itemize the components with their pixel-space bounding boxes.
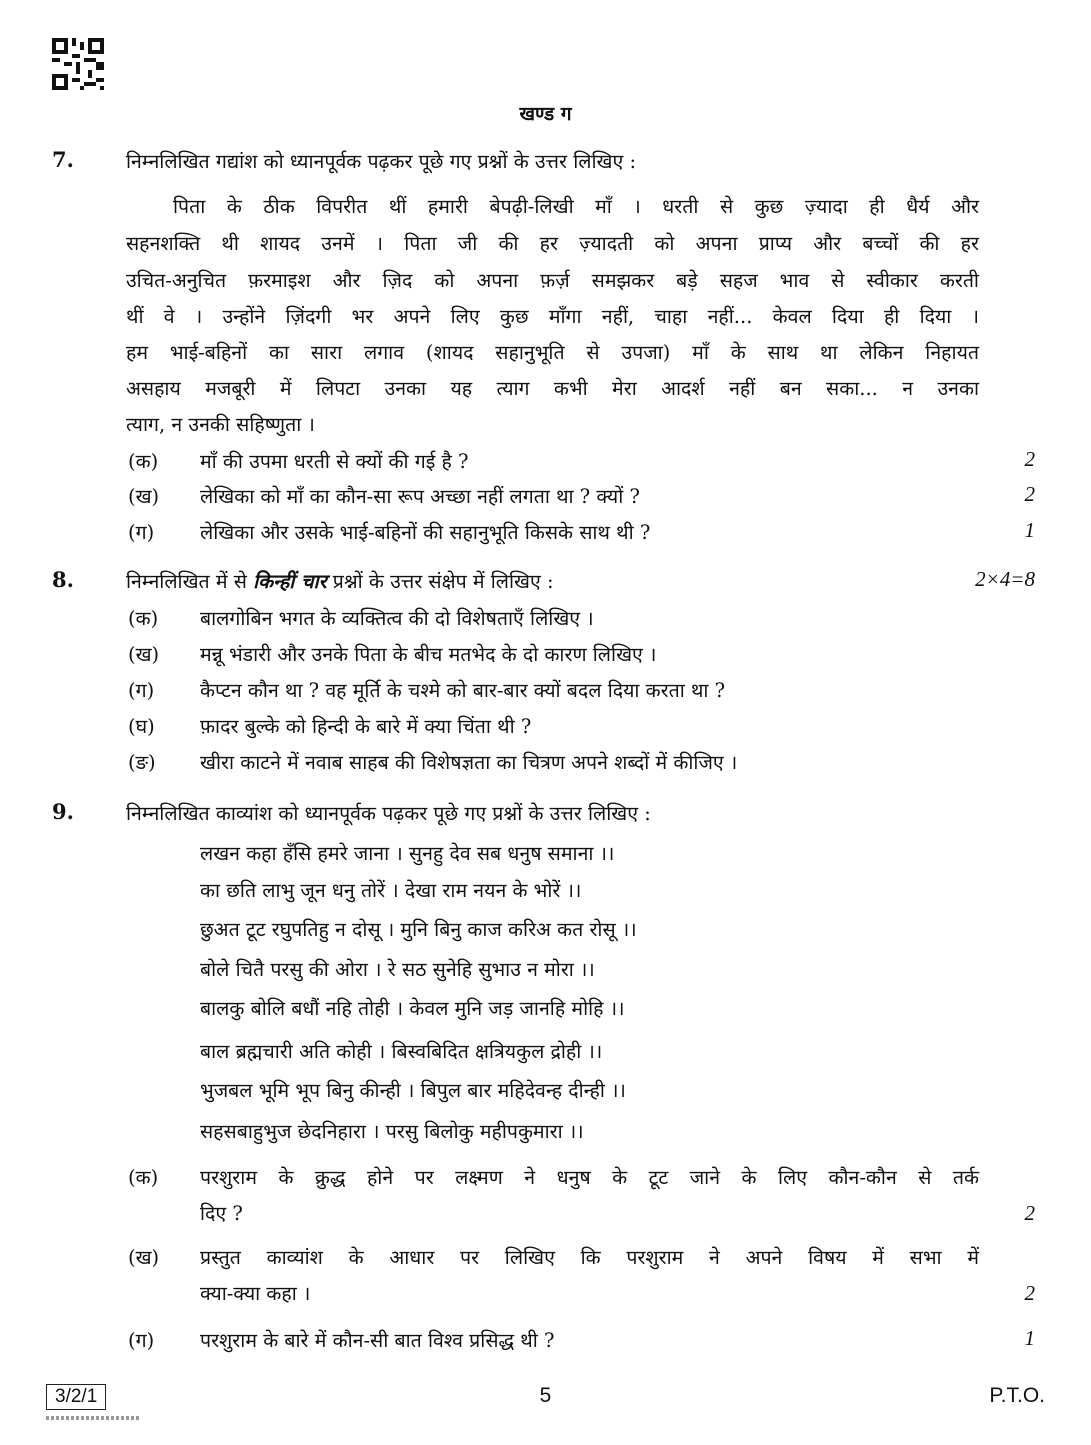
verse-line: बाल ब्रह्मचारी अति कोही । बिस्वबिदित क्षत्रियकुल द्रोही ।। xyxy=(200,1040,603,1063)
sub-question-text: फ़ादर बुल्के को हिन्दी के बारे में क्या चिंता थी ? xyxy=(200,715,532,738)
verse-line: का छति लाभु जून धनु तोरें । देखा राम नयन के भोरें ।। xyxy=(200,879,582,902)
question-7-instruction: निम्नलिखित गद्यांश को ध्यानपूर्वक पढ़कर पूछे गए प्रश्नों के उत्तर लिखिए : xyxy=(126,150,637,173)
paper-code: 3/2/1 xyxy=(46,1384,106,1410)
passage-line: थीं वे । उन्होंने ज़िंदगी भर अपने लिए कुछ माँगा नहीं, चाहा नहीं... केवल दिया ही दिया । xyxy=(126,305,979,328)
verse-line: बोले चितै परसु की ओरा । रे सठ सुनेहि सुभाउ न मोरा ।। xyxy=(200,958,595,981)
verse-line: छुअत टूट रघुपतिहु न दोसू । मुनि बिनु काज करिअ कत रोसू ।। xyxy=(200,918,637,941)
sub-question-label: (ग) xyxy=(128,679,155,702)
passage-line: त्याग, न उनकी सहिष्णुता । xyxy=(126,413,315,436)
sub-question-text: बालगोबिन भगत के व्यक्तित्व की दो विशेषताएँ लिखिए । xyxy=(200,607,594,630)
passage-line: असहाय मजबूरी में लिपटा उनका यह त्याग कभी मेरा आदर्श नहीं बन सका... न उनका xyxy=(126,377,979,400)
sub-question-label: (ख) xyxy=(128,643,160,666)
question-7-number: 7. xyxy=(52,147,74,172)
sub-question-text: कैप्टन कौन था ? वह मूर्ति के चश्मे को बार-बार क्यों बदल दिया करता था ? xyxy=(200,679,726,702)
question-8-number: 8. xyxy=(52,567,74,592)
sub-question-label: (क) xyxy=(128,1166,159,1189)
sub-question-label: (ग) xyxy=(128,521,155,544)
sub-question-text: मन्नू भंडारी और उनके पिता के बीच मतभेद के दो कारण लिखिए । xyxy=(200,643,657,666)
sub-question-text: लेखिका और उसके भाई-बहिनों की सहानुभूति किसके साथ थी ? xyxy=(200,521,651,544)
page-number: 5 xyxy=(539,1384,552,1407)
marks: 2 xyxy=(1024,1281,1035,1305)
question-9-number: 9. xyxy=(52,799,74,824)
sub-question-text: खीरा काटने में नवाब साहब की विशेषज्ञता का चित्रण अपने शब्दों में कीजिए । xyxy=(200,751,738,774)
section-title: खण्ड ग xyxy=(519,103,572,125)
instruction-part: प्रश्नों के उत्तर संक्षेप में लिखिए : xyxy=(326,570,554,593)
sub-question-label: (ङ) xyxy=(128,751,156,774)
sub-question-text: लेखिका को माँ का कौन-सा रूप अच्छा नहीं लगता था ? क्यों ? xyxy=(200,485,640,508)
passage-line: उचित-अनुचित फ़रमाइश और ज़िद को अपना फ़र्ज़ समझकर बड़े सहज भाव से स्वीकार करती xyxy=(126,269,979,292)
marks: 2 xyxy=(1024,482,1035,506)
verse-line: भुजबल भूमि भूप बिनु कीन्ही । बिपुल बार महिदेवन्ह दीन्ही ।। xyxy=(200,1079,626,1102)
verse-line: बालकु बोलि बधौं नहि तोही । केवल मुनि जड़ जानहि मोहि ।। xyxy=(200,997,625,1020)
question-9-instruction: निम्नलिखित काव्यांश को ध्यानपूर्वक पढ़कर पूछे गए प्रश्नों के उत्तर लिखिए : xyxy=(126,802,651,825)
marks: 1 xyxy=(1024,518,1035,542)
marks: 2×4=8 xyxy=(975,567,1035,591)
sub-question-label: (क) xyxy=(128,450,159,473)
passage-line: सहनशक्ति थी शायद उनमें । पिता जी की हर ज़्यादती को अपना प्राप्य और बच्चों की हर xyxy=(126,232,979,255)
sub-question-text: माँ की उपमा धरती से क्यों की गई है ? xyxy=(200,450,469,473)
instruction-part: निम्नलिखित में से xyxy=(126,570,254,593)
marks: 2 xyxy=(1024,447,1035,471)
verse-line: सहसबाहुभुज छेदनिहारा । परसु बिलोकु महीपकुमारा ।। xyxy=(200,1120,584,1143)
marks: 2 xyxy=(1024,1201,1035,1225)
sub-question-label: (ख) xyxy=(128,485,160,508)
question-8-instruction xyxy=(126,567,554,594)
verse-line: लखन कहा हँसि हमरे जाना । सुनहु देव सब धनुष समाना ।। xyxy=(200,842,615,865)
sub-question-label: (क) xyxy=(128,607,159,630)
passage-line: हम भाई-बहिनों का सारा लगाव (शायद सहानुभूति से उपजा) माँ के साथ था लेकिन निहायत xyxy=(126,341,979,364)
sub-question-text: परशुराम के बारे में कौन-सी बात विश्व प्रसिद्ध थी ? xyxy=(200,1329,555,1352)
pto-label: P.T.O. xyxy=(989,1384,1045,1407)
sub-question-label: (ख) xyxy=(128,1246,160,1269)
sub-question-text: परशुराम के क्रुद्ध होने पर लक्ष्मण ने धनुष के टूट जाने के लिए कौन-कौन से तर्क xyxy=(200,1166,979,1189)
sub-question-label: (ग) xyxy=(128,1329,155,1352)
qr-code-icon xyxy=(52,38,104,90)
instruction-emphasis: किन्हीं चार xyxy=(253,570,327,593)
sub-question-text-cont: दिए ? xyxy=(200,1202,243,1225)
sub-question-text-cont: क्या-क्या कहा । xyxy=(200,1282,311,1305)
sub-question-text: प्रस्तुत काव्यांश के आधार पर लिखिए कि परशुराम ने अपने विषय में सभा में xyxy=(200,1246,979,1269)
passage-line: पिता के ठीक विपरीत थीं हमारी बेपढ़ी-लिखी माँ । धरती से कुछ ज़्यादा ही धैर्य और xyxy=(173,195,979,218)
security-strip xyxy=(46,1416,140,1420)
sub-question-label: (घ) xyxy=(128,715,155,738)
marks: 1 xyxy=(1024,1326,1035,1350)
